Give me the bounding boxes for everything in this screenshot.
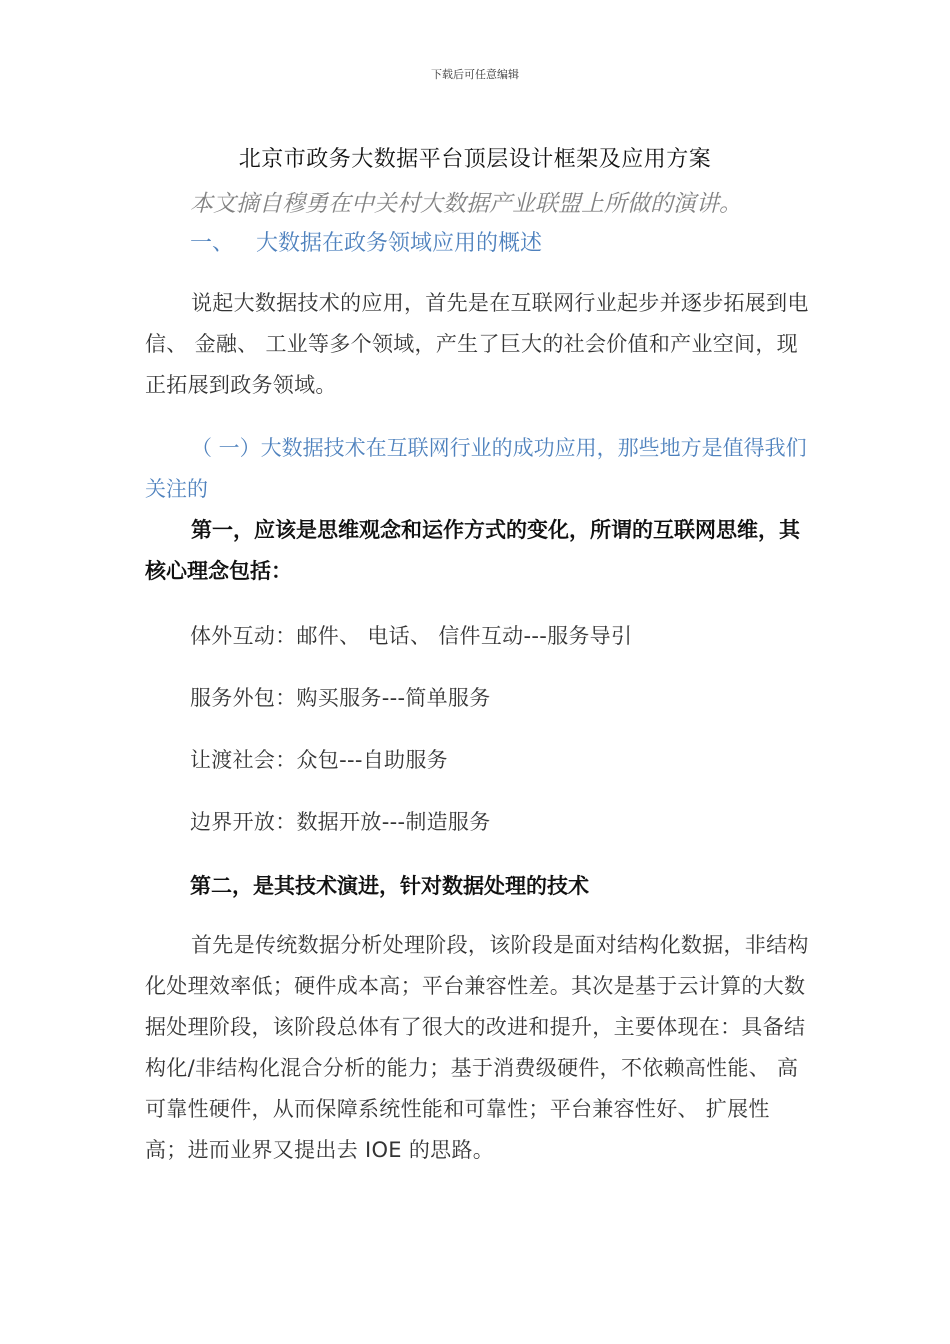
header-note: 下载后可任意编辑 bbox=[431, 68, 519, 81]
section-heading-1 bbox=[190, 226, 542, 257]
document-subtitle: 本文摘自穆勇在中关村大数据产业联盟上所做的演讲。 bbox=[190, 191, 742, 217]
point-two: 第二，是其技术演进，针对数据处理的技术 bbox=[190, 874, 589, 898]
section-heading-text: 大数据在政务领域应用的概述 bbox=[256, 231, 543, 256]
list-item: 体外互动：邮件、 电话、 信件互动---服务导引 bbox=[190, 624, 633, 648]
document-title: 北京市政务大数据平台顶层设计框架及应用方案 bbox=[238, 147, 712, 172]
list-item: 让渡社会：众包---自助服务 bbox=[190, 748, 448, 772]
point-one: 第一，应该是思维观念和运作方式的变化，所谓的互联网思维，其核心理念包括： bbox=[145, 518, 800, 583]
tech-paragraph: 首先是传统数据分析处理阶段，该阶段是面对结构化数据，非结构化处理效率低；硬件成本高；平台兼容性差。其次是基于云计算的大数据处理阶段，该阶段总体有了很大的改进和提升，主要体现在：具备结构化/非结构化混合分析的能力；基于消费级硬件，不依赖高性能、 高可靠性硬件，从而保障系统性能和可靠性；平台兼容性好、 扩展性高；进而业界又提出去 IOE 的思路。 bbox=[145, 933, 809, 1162]
intro-paragraph: 说起大数据技术的应用，首先是在互联网行业起步并逐步拓展到电信、 金融、 工业等多个领域，产生了巨大的社会价值和产业空间，现正拓展到政务领域。 bbox=[145, 291, 809, 397]
subsection-heading: （ 一）大数据技术在互联网行业的成功应用，那些地方是值得我们关注的 bbox=[145, 436, 807, 501]
section-number: 一、 bbox=[190, 231, 235, 256]
list-item: 服务外包：购买服务---简单服务 bbox=[190, 686, 491, 710]
list-item: 边界开放：数据开放---制造服务 bbox=[190, 810, 491, 834]
